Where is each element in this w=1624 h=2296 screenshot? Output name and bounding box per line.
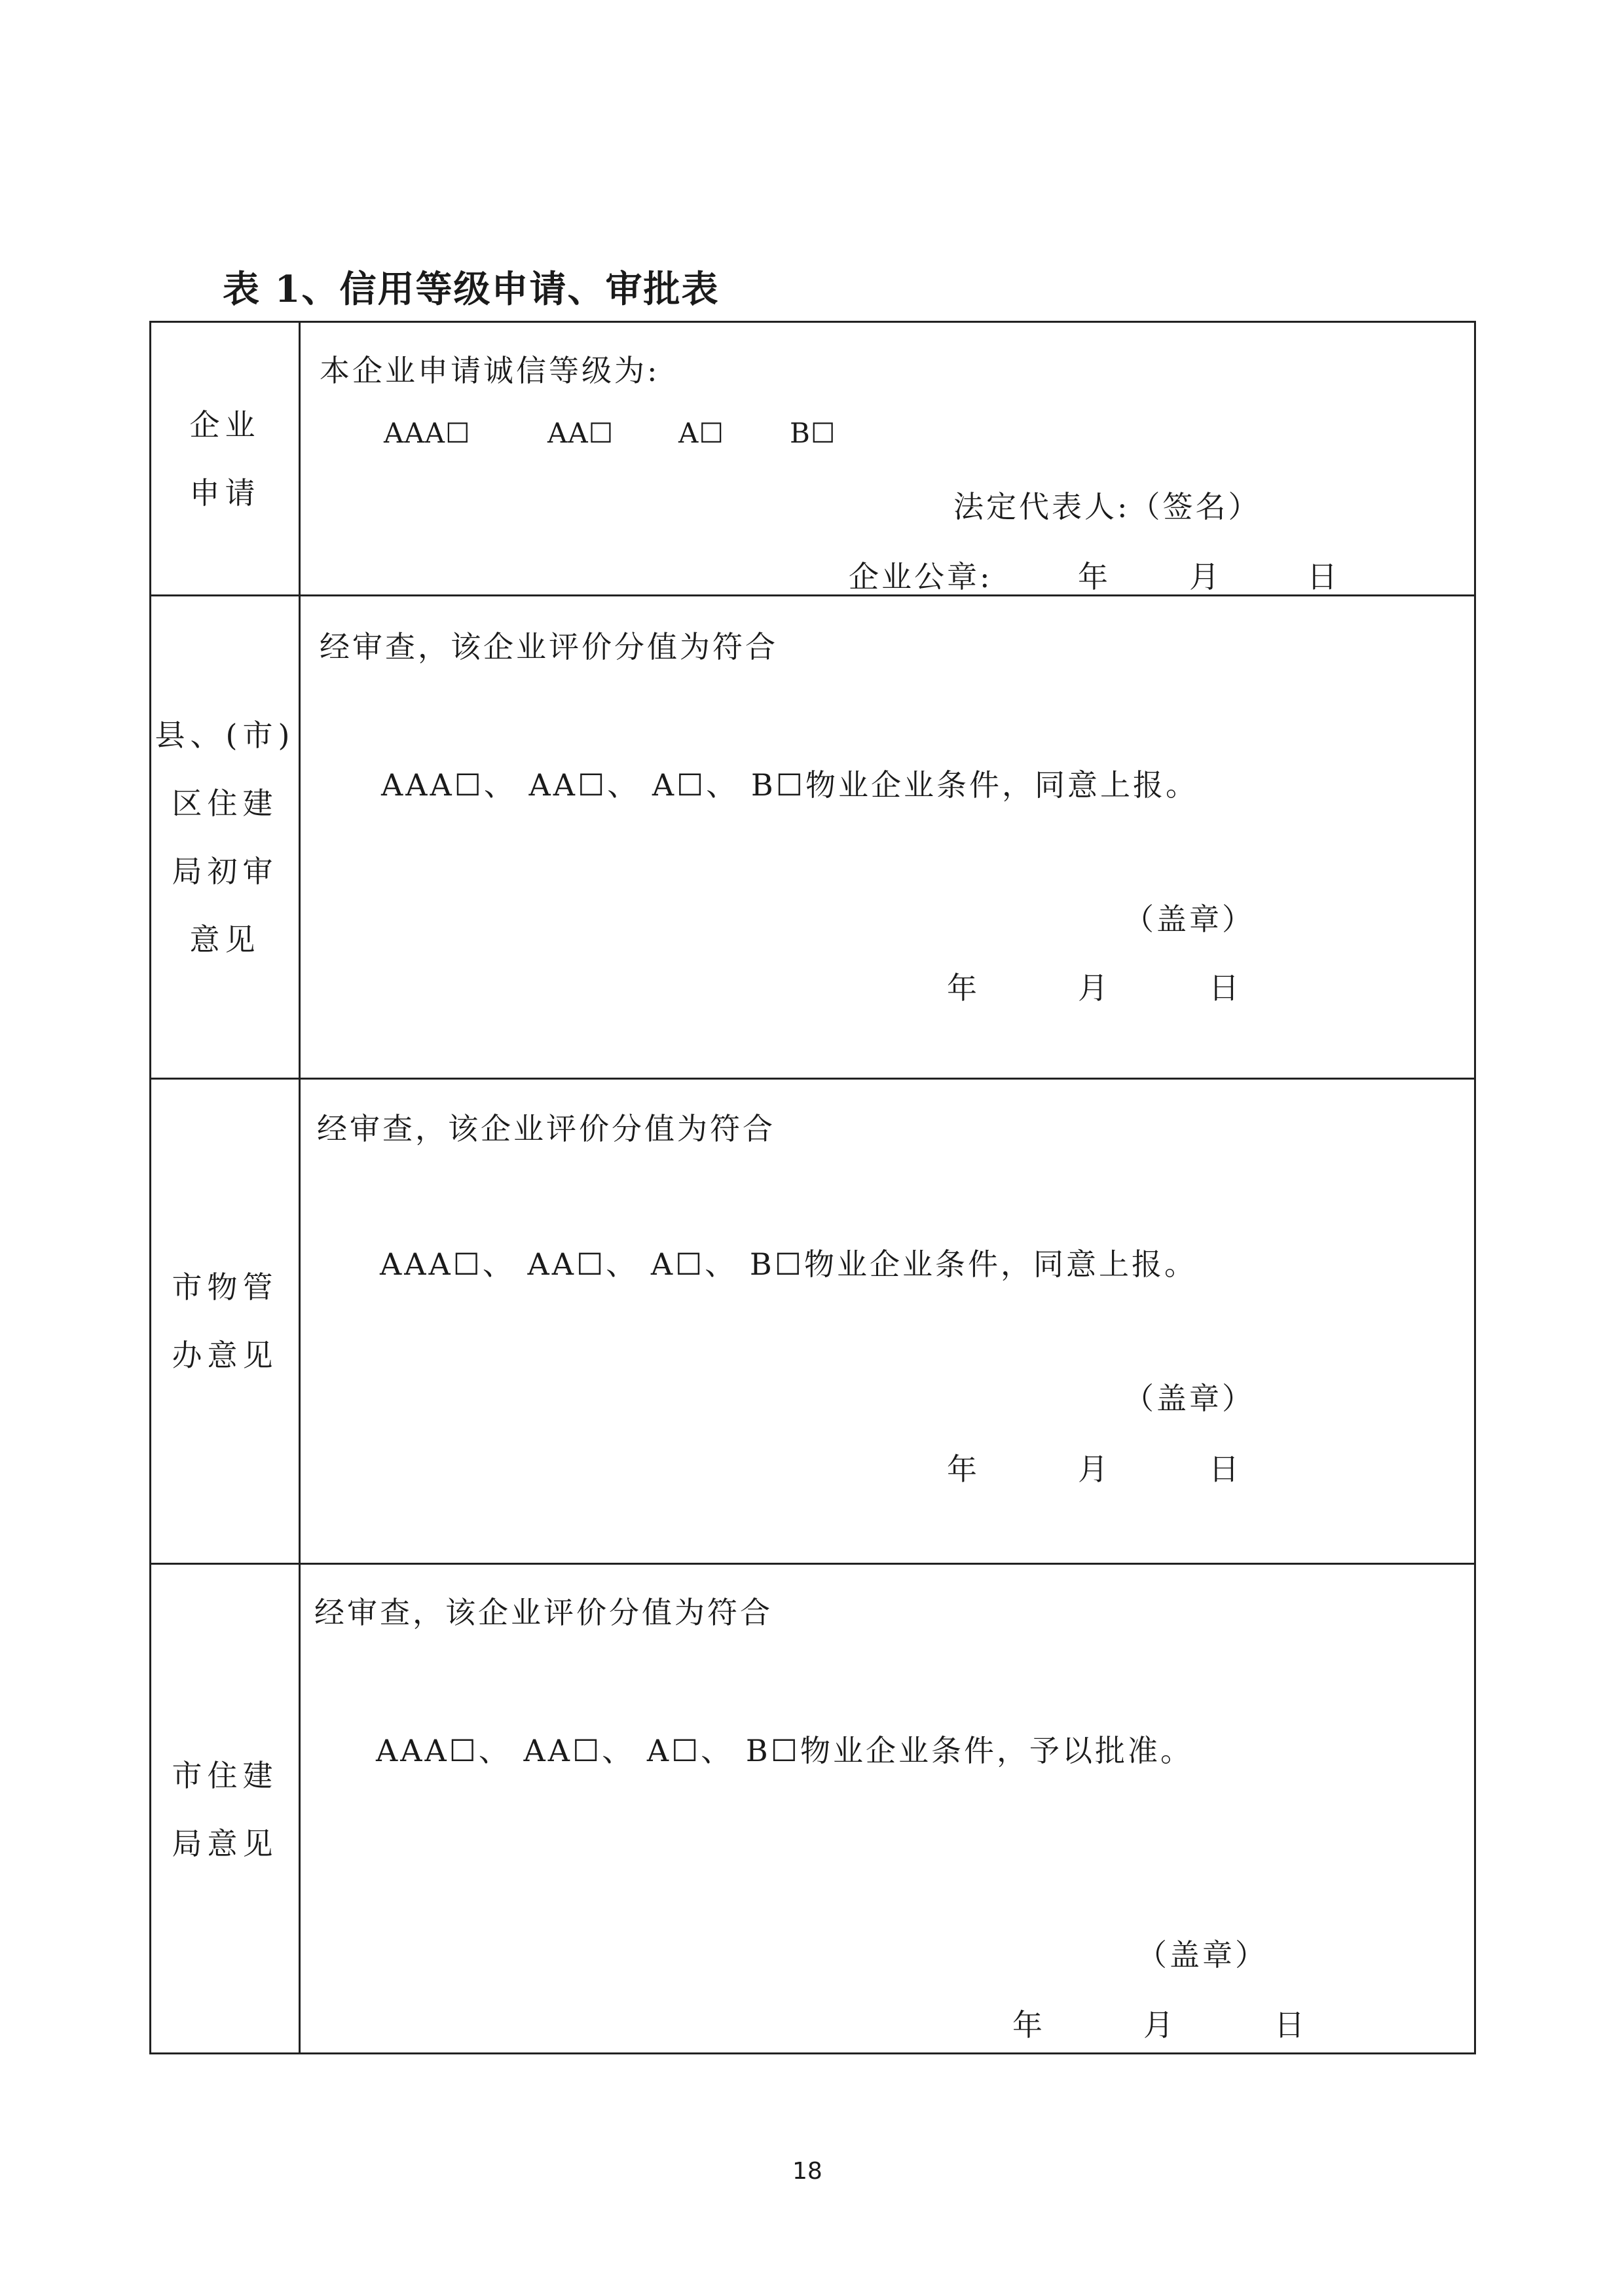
review-intro: 经审查，该企业评价分值为符合 [317, 1111, 775, 1146]
label-column-divider [299, 321, 301, 2054]
row-divider-2 [149, 1078, 1476, 1080]
option-b-checkbox[interactable]: B☐ [790, 417, 836, 449]
label-line: 市物管 [172, 1269, 278, 1305]
date-month: 月 [1189, 559, 1222, 594]
row-divider-1 [149, 594, 1476, 596]
date-month: 月 [1143, 2007, 1176, 2043]
label-line: 县、(市) [155, 717, 295, 753]
review-intro: 经审查，该企业评价分值为符合 [314, 1595, 773, 1630]
city-property-office-label [151, 1080, 299, 1563]
seal-note: （盖章） [1124, 1381, 1255, 1416]
date-day: 日 [1307, 559, 1340, 594]
grade-options-line: AAA☐、 AA☐、 A☐、 B☐物业企业条件，予以批准。 [376, 1733, 1193, 1768]
option-a-checkbox[interactable]: A☐ [678, 417, 724, 449]
option-aaa-checkbox[interactable]: AAA☐ [384, 417, 471, 449]
label-line: 市住建 [172, 1758, 278, 1793]
date-year: 年 [1012, 2007, 1045, 2043]
date-year: 年 [1078, 559, 1111, 594]
page-number: 18 [792, 2158, 822, 2185]
legal-representative-signature: 法定代表人:（签名） [953, 489, 1261, 524]
application-intro: 本企业申请诚信等级为: [320, 353, 660, 388]
row-divider-3 [149, 1563, 1476, 1565]
enterprise-application-label [151, 323, 299, 594]
label-line: 企业 [189, 407, 261, 443]
grade-options-line: AAA☐、 AA☐、 A☐、 B☐物业企业条件，同意上报。 [381, 767, 1198, 803]
date-day: 日 [1274, 2007, 1307, 2043]
table-title: 表 1、信用等级申请、审批表 [223, 268, 720, 311]
company-seal-label: 企业公章: [849, 559, 993, 594]
county-bureau-label [151, 596, 299, 1078]
date-day: 日 [1209, 970, 1242, 1006]
date-month: 月 [1078, 970, 1111, 1006]
label-line: 局初审 [172, 853, 278, 889]
approval-form-table [149, 321, 1476, 2054]
date-day: 日 [1209, 1451, 1242, 1487]
label-line: 申请 [189, 475, 261, 511]
option-aa-checkbox[interactable]: AA☐ [547, 417, 614, 449]
seal-note: （盖章） [1124, 902, 1255, 937]
seal-note: （盖章） [1137, 1937, 1268, 1973]
date-year: 年 [947, 1451, 980, 1487]
date-month: 月 [1078, 1451, 1111, 1487]
city-housing-bureau-label [151, 1565, 299, 2054]
grade-options-line: AAA☐、 AA☐、 A☐、 B☐物业企业条件，同意上报。 [380, 1247, 1197, 1282]
label-line: 办意见 [172, 1338, 278, 1373]
date-year: 年 [947, 970, 980, 1006]
review-intro: 经审查，该企业评价分值为符合 [320, 629, 778, 665]
label-line: 区住建 [172, 785, 278, 821]
label-line: 意见 [189, 921, 261, 957]
label-line: 局意见 [172, 1826, 278, 1861]
